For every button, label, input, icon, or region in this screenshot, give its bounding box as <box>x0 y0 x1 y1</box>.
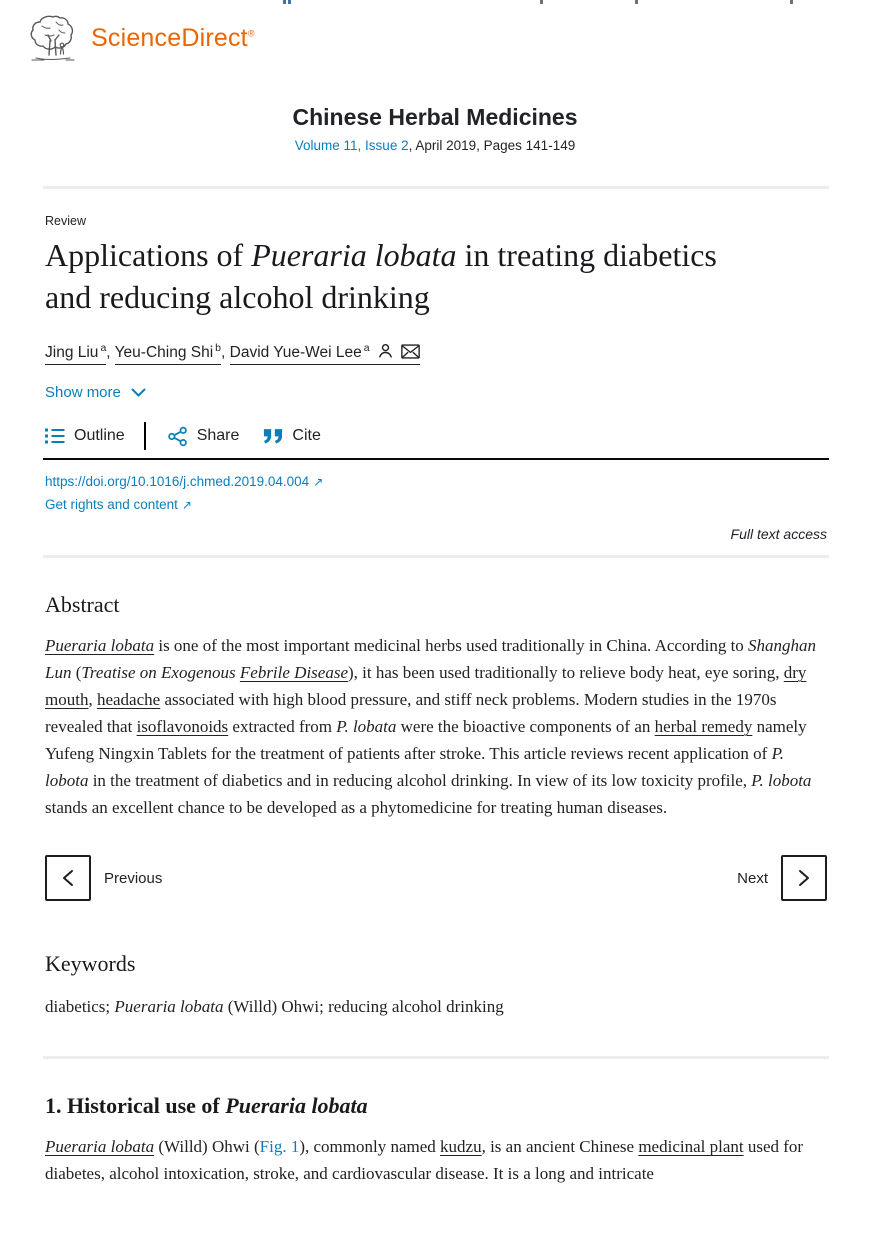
issue-date-pages: , April 2019, Pages 141-149 <box>408 138 576 153</box>
term-link[interactable]: kudzu <box>440 1137 482 1157</box>
share-button[interactable]: Share <box>167 426 240 447</box>
access-status-label: Full text access <box>730 526 827 543</box>
chevron-left-icon <box>62 869 74 887</box>
term-link[interactable]: Pueraria lobata <box>45 1137 155 1157</box>
toolbar-divider <box>144 422 146 450</box>
author-link-corresponding[interactable]: David Yue-Wei Lee $^a$ <box>230 344 420 365</box>
author-link[interactable]: Jing Liu $^a$ <box>45 344 106 365</box>
clipped-topnav <box>0 0 870 5</box>
clipped-topnav-text <box>288 0 291 4</box>
previous-label[interactable]: Previous <box>104 869 163 887</box>
clipped-topnav-text <box>635 0 638 4</box>
abstract-heading: Abstract <box>45 592 120 618</box>
registered-mark: ® <box>247 28 255 39</box>
article-type-label: Review <box>45 214 86 228</box>
clipped-topnav-text <box>283 0 286 4</box>
next-article-button[interactable] <box>781 855 827 901</box>
cite-button[interactable]: Cite <box>263 427 320 445</box>
journal-banner <box>0 104 870 153</box>
rights-and-content-link[interactable]: Get rights and content ↗ <box>45 497 192 513</box>
envelope-icon <box>401 344 420 359</box>
section-1-paragraph: Pueraria lobata (Willd) Ohwi (Fig. 1), commonly named kudzu, is an ancient Chinese medicinal plant used for diabetes, alcohol intoxication, stroke, and cardiovascular disease. It is a long and intricate <box>45 1137 804 1184</box>
heading-species-italic: Pueraria lobata <box>225 1093 368 1119</box>
abstract-paragraph: Pueraria lobata is one of the most important medicinal herbs used traditionally in China. According to Shanghan Lun (Treatise on Exogenous Febrile Disease), it has been used traditionally to relieve body heat, eye soring, dry mouth, headache associated with high blood pressure, and stiff neck problems. Modern studies in the 1970s revealed that isoflavonoids extracted from P. lobata were the bioactive components of an herbal remedy namely Yufeng Ningxin Tablets for the treatment of patients after stroke. This article reviews recent application of P. lobota in the treatment of diabetics and in reducing alcohol drinking. In view of its low toxicity profile, P. lobota stands an excellent chance to be developed as a phytomedicine for treating human diseases. <box>45 636 817 818</box>
sciencedirect-header <box>28 14 870 62</box>
journal-title[interactable]: Chinese Herbal Medicines <box>292 104 578 130</box>
cite-quote-icon <box>263 428 283 444</box>
show-more-button[interactable]: Show more <box>45 384 146 401</box>
sciencedirect-logo[interactable]: ScienceDirect® <box>91 23 255 52</box>
article-toolbar <box>45 421 827 451</box>
term-link[interactable]: dry mouth <box>45 663 807 710</box>
elsevier-tree-icon <box>28 14 78 62</box>
header-divider <box>43 186 829 189</box>
keywords-list: diabetics; Pueraria lobata (Willd) Ohwi; reducing alcohol drinking <box>45 997 504 1017</box>
external-link-icon: ↗ <box>181 498 192 513</box>
outline-button[interactable]: Outline <box>45 427 125 445</box>
article-title: Applications of Pueraria lobata in treating diabetics and reducing alcohol drinking <box>45 237 717 315</box>
next-article <box>737 855 827 901</box>
term-link[interactable]: medicinal plant <box>638 1137 744 1157</box>
term-link[interactable]: Pueraria lobata <box>45 636 155 656</box>
toolbar-divider-rule <box>43 458 829 460</box>
author-link[interactable]: Yeu-Ching Shi $^b$ <box>115 344 221 365</box>
share-icon <box>167 426 188 447</box>
external-link-icon: ↗ <box>313 475 324 490</box>
term-link[interactable]: Febrile Disease <box>239 663 348 683</box>
clipped-topnav-text <box>790 0 793 4</box>
keywords-heading: Keywords <box>45 951 136 977</box>
next-label[interactable]: Next <box>737 869 768 887</box>
article-pagination <box>45 855 827 901</box>
doi-link[interactable]: https://doi.org/10.1016/j.chmed.2019.04.004 ↗ <box>45 474 324 490</box>
previous-article <box>45 855 162 901</box>
person-icon <box>377 342 394 359</box>
previous-article-button[interactable] <box>45 855 91 901</box>
title-species-italic: Pueraria lobata <box>251 237 457 273</box>
volume-issue-link[interactable]: Volume 11, Issue 2 <box>294 138 409 153</box>
clipped-topnav-text <box>540 0 543 4</box>
outline-icon <box>45 427 65 445</box>
term-link[interactable]: isoflavonoids <box>136 717 229 737</box>
journal-issue-line <box>0 138 870 153</box>
term-link[interactable]: headache <box>96 690 161 710</box>
section-divider <box>43 555 829 558</box>
section-divider <box>43 1056 829 1059</box>
term-link[interactable]: herbal remedy <box>654 717 753 737</box>
chevron-down-icon <box>131 388 146 397</box>
section-1-heading: 1. Historical use of Pueraria lobata <box>45 1093 368 1119</box>
chevron-right-icon <box>798 869 810 887</box>
figure-1-link[interactable]: Fig. 1 <box>259 1137 300 1157</box>
author-list: Jing Liu $^a$, Yeu-Ching Shi $^b$, David Yue-Wei Lee $^a$ <box>45 342 827 362</box>
